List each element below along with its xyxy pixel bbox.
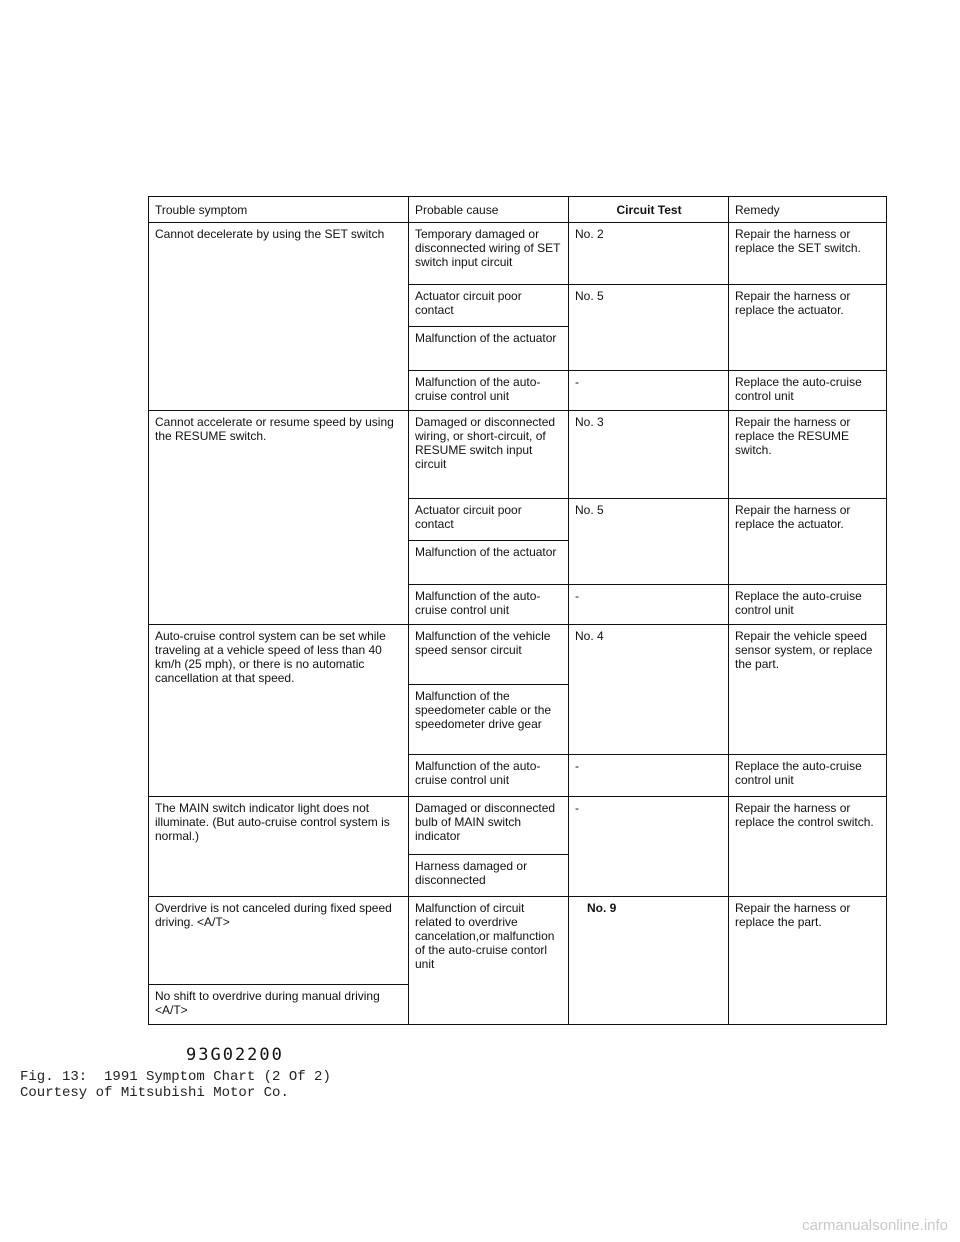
probable-cause-cell: Malfunction of the auto-cruise control unit <box>409 585 569 625</box>
caption-title: Fig. 13: 1991 Symptom Chart (2 Of 2) <box>20 1069 331 1085</box>
trouble-symptom-cell: Auto-cruise control system can be set while traveling at a vehicle speed of less than 40 km/h (25 mph), or there is no automatic cancellation at that speed. <box>149 625 409 797</box>
figure-caption <box>20 1069 331 1101</box>
caption-credit: Courtesy of Mitsubishi Motor Co. <box>20 1085 289 1101</box>
circuit-test-cell: - <box>569 797 729 897</box>
probable-cause-cell: Malfunction of the auto-cruise control unit <box>409 371 569 411</box>
probable-cause-cell: Malfunction of circuit related to overdrive cancelation,or malfunction of the auto-cruise contorl unit <box>409 897 569 1025</box>
remedy-cell: Replace the auto-cruise control unit <box>729 371 887 411</box>
circuit-test-cell: - <box>569 755 729 797</box>
remedy-cell: Repair the harness or replace the part. <box>729 897 887 1025</box>
table-row <box>149 411 887 499</box>
header-row <box>149 197 887 223</box>
figure-code: 93G02200 <box>186 1045 284 1065</box>
header-remedy: Remedy <box>729 197 887 223</box>
circuit-test-cell: No. 3 <box>569 411 729 499</box>
circuit-test-cell: - <box>569 371 729 411</box>
circuit-test-cell: No. 4 <box>569 625 729 755</box>
remedy-cell: Repair the harness or replace the actuator. <box>729 285 887 371</box>
probable-cause-cell: Damaged or disconnected bulb of MAIN switch indicator <box>409 797 569 855</box>
circuit-test-cell: No. 9 <box>569 897 729 1025</box>
probable-cause-cell: Malfunction of the actuator <box>409 327 569 371</box>
circuit-test-cell: - <box>569 585 729 625</box>
watermark: carmanualsonline.info <box>802 1217 948 1234</box>
remedy-cell: Repair the harness or replace the actuator. <box>729 499 887 585</box>
probable-cause-cell: Malfunction of the speedometer cable or the speedometer drive gear <box>409 685 569 755</box>
table-row <box>149 797 887 855</box>
probable-cause-cell: Malfunction of the actuator <box>409 541 569 585</box>
probable-cause-cell: Malfunction of the auto-cruise control unit <box>409 755 569 797</box>
probable-cause-cell: Actuator circuit poor contact <box>409 499 569 541</box>
circuit-test-cell: No. 2 <box>569 223 729 285</box>
remedy-cell: Repair the harness or replace the control switch. <box>729 797 887 897</box>
probable-cause-cell: Damaged or disconnected wiring, or short-circuit, of RESUME switch input circuit <box>409 411 569 499</box>
table-row <box>149 223 887 285</box>
remedy-cell: Replace the auto-cruise control unit <box>729 755 887 797</box>
probable-cause-cell: Harness damaged or disconnected <box>409 855 569 897</box>
remedy-cell: Repair the harness or replace the SET switch. <box>729 223 887 285</box>
trouble-symptom-cell: Overdrive is not canceled during fixed speed driving. <A/T> <box>149 897 409 985</box>
trouble-symptom-cell: No shift to overdrive during manual driving <A/T> <box>149 985 409 1025</box>
probable-cause-cell: Temporary damaged or disconnected wiring of SET switch input circuit <box>409 223 569 285</box>
header-trouble-symptom: Trouble symptom <box>149 197 409 223</box>
circuit-test-cell: No. 5 <box>569 285 729 371</box>
circuit-test-cell: No. 5 <box>569 499 729 585</box>
remedy-cell: Replace the auto-cruise control unit <box>729 585 887 625</box>
table-row <box>149 625 887 685</box>
trouble-symptom-cell: Cannot accelerate or resume speed by using the RESUME switch. <box>149 411 409 625</box>
trouble-symptom-cell: Cannot decelerate by using the SET switch <box>149 223 409 411</box>
remedy-cell: Repair the harness or replace the RESUME switch. <box>729 411 887 499</box>
header-circuit-test: Circuit Test <box>569 197 729 223</box>
header-probable-cause: Probable cause <box>409 197 569 223</box>
symptom-chart-table <box>148 196 887 1025</box>
probable-cause-cell: Malfunction of the vehicle speed sensor circuit <box>409 625 569 685</box>
table-row <box>149 897 887 985</box>
remedy-cell: Repair the vehicle speed sensor system, or replace the part. <box>729 625 887 755</box>
probable-cause-cell: Actuator circuit poor contact <box>409 285 569 327</box>
trouble-symptom-cell: The MAIN switch indicator light does not illuminate. (But auto-cruise control system is normal.) <box>149 797 409 897</box>
